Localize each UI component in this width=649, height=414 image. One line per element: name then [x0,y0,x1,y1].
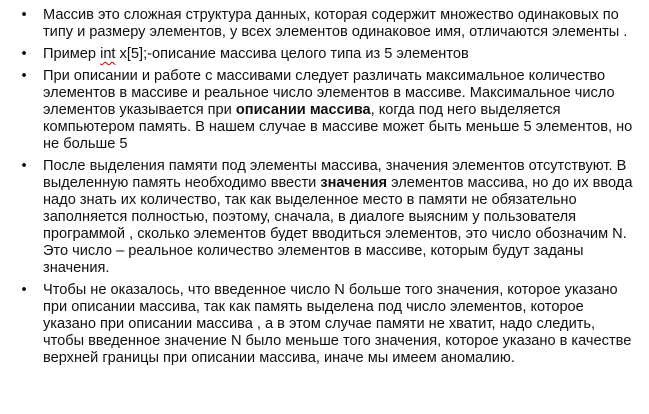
bullet-item-max-vs-real [0,68,649,153]
bullet-dot-icon: • [21,7,27,23]
bullet-bold-term: описании массива [235,102,371,118]
bullet-text: Чтобы не оказалось, что введенное число N больше того значения, которое указано при описании массива, так как память выделена под число элементов, которое указано при описании массива , а в этом случае памяти не хватит, надо следить, чтобы введенное значение N было меньше того значения, которое указано в качестве верхней границы при описании массива, иначе мы имеем аномалию. [43,282,632,366]
bullet-text-after: x[5];-описание массива целого типа из 5 элементов [115,46,469,62]
bullet-dot-icon: • [21,68,27,84]
bullet-item-memory-allocation [0,158,649,277]
bullet-text-before: Пример [43,46,101,62]
bullet-dot-icon: • [21,46,27,62]
bullet-text-part2: элементов массива, но до их ввода надо знать их количество, так как выделенное место в памяти не обязательно заполняется полностью, поэтому, сначала, в диалоге выясним у пользователя программой , сколько элементов будет вводиться элементов, это число обозначим N. Это число – реальное количество элементов в массиве, которым будут заданы значения. [43,175,633,276]
bullet-text-part1: При описании и работе с массивами следует различать максимальное количество элементов в массиве и реальное число элементов в массиве. Максимальное число элементов указывается при [43,68,615,118]
spellcheck-underlined-keyword: int [100,46,116,62]
bullet-item-array-definition [0,7,649,41]
bullet-dot-icon: • [21,158,27,174]
bullet-text: Массив это сложная структура данных, которая содержит множество одинаковых по типу и размеру элементов, у всех элементов одинаковое имя, отличаются элементы . [43,7,628,40]
bullet-item-anomaly [0,282,649,367]
bullet-item-example [0,46,649,63]
bullet-text-part2: , когда под него выделяется компьютером память. В нашем случае в массиве может быть меньше 5 элементов, но не больше 5 [43,102,633,152]
bullet-dot-icon: • [21,282,27,298]
bullet-bold-term: значения [320,175,388,191]
bullet-list [0,7,649,372]
bullet-text-part1: После выделения памяти под элементы массива, значения элементов отсутствуют. В выделенную память необходимо ввести [43,158,627,191]
